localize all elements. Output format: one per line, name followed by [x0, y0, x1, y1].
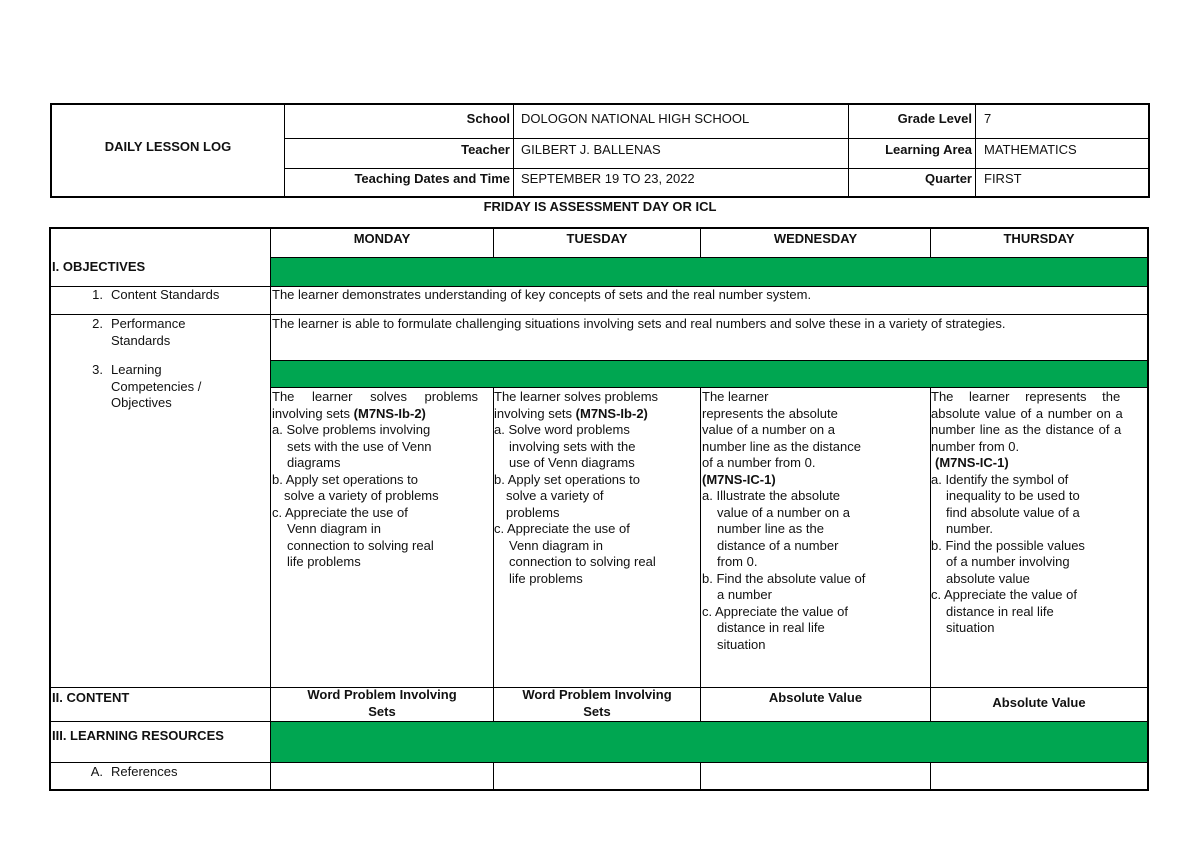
day-header-wednesday: WEDNESDAY: [773, 231, 858, 246]
monday-competencies: The learner solves problems involving sets (M7NS-Ib-2) a. Solve problems involving sets with the use of Venn diagrams b. Apply set operations to solve a variety of problems c. Appreciate the use of Venn diagram in connection to solving real life problems: [272, 389, 479, 569]
tuesday-competencies: The learner solves problems involving sets (M7NS-Ib-2) a. Solve word problems involving sets with the use of Venn diagrams b. Apply set operations to solve a variety of problems c. Appreciate the use of Venn diagram in connection to solving real life problems: [494, 389, 659, 586]
competencies-band: [271, 361, 1147, 387]
resources-band: [271, 722, 1147, 762]
quarter-value: FIRST: [984, 171, 1022, 186]
tuesday-content: Word Problem Involving Sets: [522, 687, 672, 719]
lesson-table: [49, 227, 1149, 791]
resources-section-label: III. LEARNING RESOURCES: [52, 728, 224, 743]
day-header-monday: MONDAY: [353, 231, 411, 246]
learning-area-value: MATHEMATICS: [984, 142, 1077, 157]
objectives-band: [271, 258, 1147, 286]
teaching-dates-value: SEPTEMBER 19 TO 23, 2022: [521, 171, 695, 186]
content-standards-label: 1. Content Standards: [92, 287, 220, 302]
performance-standards-label: 2. Performance Standards: [92, 316, 186, 348]
wednesday-competencies: The learner represents the absolute value of a number on a number line as the distance of a number from 0. (M7NS-IC-1) a. Illustrate the absolute value of a number on a number line as the distance of a number from 0. b. Find the absolute value of a number c. Appreciate the value of distance in real life situation: [702, 389, 866, 652]
teacher-value: GILBERT J. BALLENAS: [521, 142, 661, 157]
objectives-section-label: I. OBJECTIVES: [52, 259, 146, 274]
content-section-label: II. CONTENT: [52, 690, 130, 705]
competencies-label: 3. Learning Competencies / Objectives: [92, 362, 202, 410]
day-header-thursday: THURSDAY: [1003, 231, 1075, 246]
quarter-label: Quarter: [925, 171, 972, 186]
teaching-dates-label: Teaching Dates and Time: [354, 171, 510, 186]
teacher-label: Teacher: [461, 142, 510, 157]
grade-level-label: Grade Level: [897, 111, 972, 126]
thursday-competencies: The learner represents the absolute value of a number on a number line as the distance of a number from 0. (M7NS-IC-1) a. Identify the symbol of inequality to be used to find absolute value of a number. b. Find the possible values of a number involving absolute value c. Appreciate the value of distance in real life situation: [931, 389, 1123, 635]
monday-content: Word Problem Involving Sets: [307, 687, 457, 719]
day-header-tuesday: TUESDAY: [566, 231, 628, 246]
school-value: DOLOGON NATIONAL HIGH SCHOOL: [521, 111, 750, 126]
content-standards-text: The learner demonstrates understanding of key concepts of sets and the real number system.: [272, 287, 812, 302]
learning-area-label: Learning Area: [885, 142, 972, 157]
references-label: A. References: [90, 764, 178, 779]
grade-level-value: 7: [984, 111, 992, 126]
daily-lesson-log-title: DAILY LESSON LOG: [104, 139, 232, 154]
assessment-day-note: FRIDAY IS ASSESSMENT DAY OR ICL: [483, 199, 717, 214]
thursday-content: Absolute Value: [992, 695, 1086, 710]
header-table: [50, 103, 1150, 198]
wednesday-content: Absolute Value: [768, 690, 863, 705]
school-label: School: [466, 111, 510, 126]
performance-standards-text: The learner is able to formulate challenging situations involving sets and real numbers and solve these in a variety of strategies.: [272, 316, 1006, 331]
